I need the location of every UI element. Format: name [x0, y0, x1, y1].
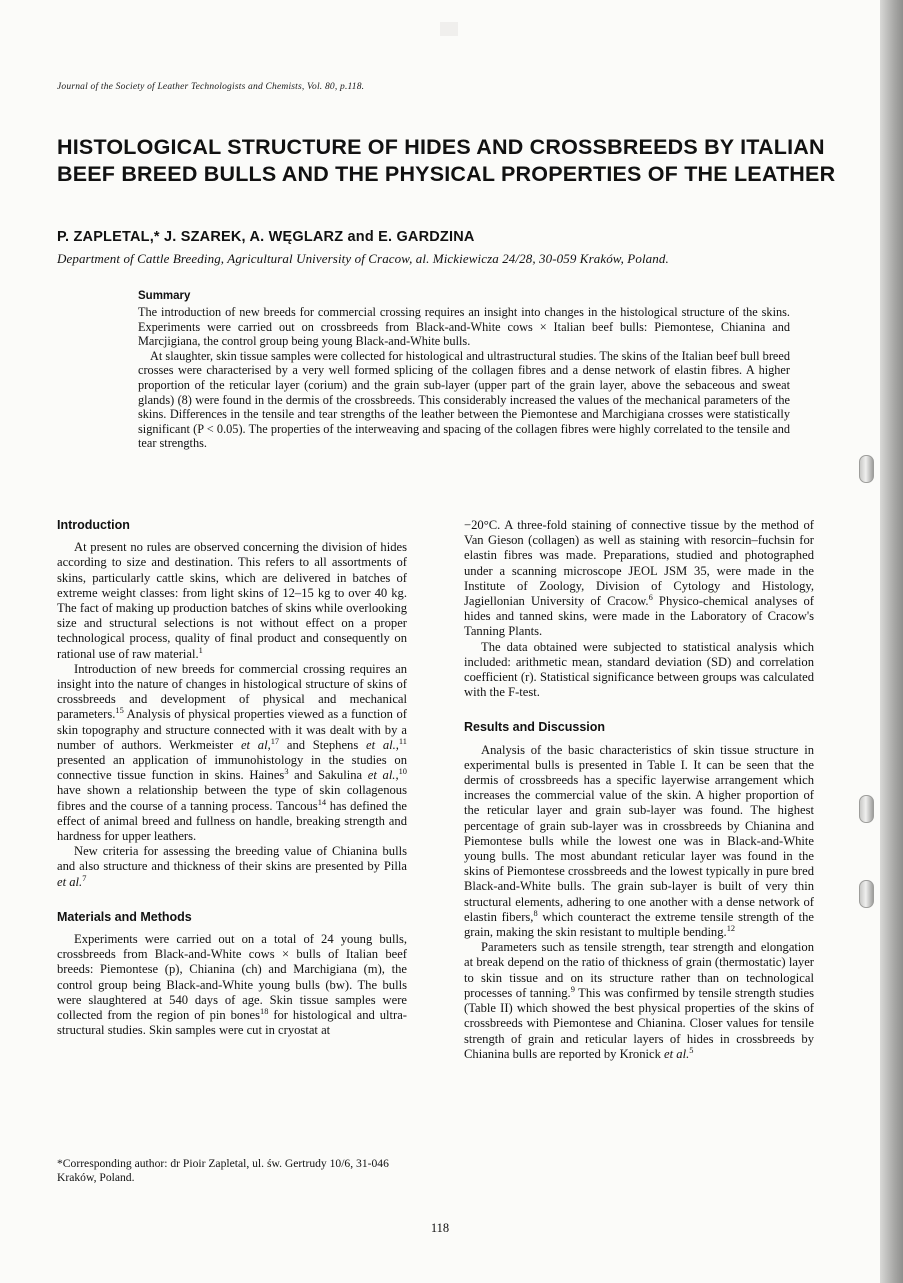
reference-marker: 5	[689, 1045, 694, 1055]
introduction-paragraph-2-text-d: presented an application of immunohistology in the studies on connective tissue function in skins. Haines	[57, 753, 407, 783]
binder-hole-icon	[859, 455, 874, 483]
materials-paragraph-2-text-b: Physico-chemical analyses of hides and tanned skins, were made in the Laboratory of Cracow's Tanning Plants.	[464, 594, 814, 639]
reference-marker: 7	[82, 873, 87, 883]
reference-marker: 18	[260, 1006, 269, 1016]
etal-italic: et al.	[57, 874, 83, 889]
affiliation-line: Department of Cattle Breeding, Agricultural University of Cracow, al. Mickiewicza 24/28, 30-059 Kraków, Poland.	[57, 251, 669, 266]
etal-italic: et al.,	[366, 737, 399, 752]
introduction-paragraph-2-text-e: and Sakulina	[288, 768, 368, 783]
authors-line: P. ZAPLETAL,* J. SZAREK, A. WĘGLARZ and E. GARDZINA	[57, 229, 475, 245]
materials-paragraph-2	[464, 518, 814, 640]
introduction-paragraph-2-text-a: Introduction of new breeds for commercial crossing requires an insight into the nature of changes in histological structure of skins of crossbreeds and development of physical and mechanical parameters.	[57, 661, 407, 722]
reference-marker: 6	[648, 592, 653, 602]
reference-marker: 3	[284, 767, 289, 777]
summary-paragraph-1: The introduction of new breeds for commercial crossing requires an insight into changes in the histological structure of the skins. Experiments were carried out on crossbreeds from Black-and-White cows × Italian beef bulls: Piemontese, Chianina and Marcjigiana, the control group being young Black-and-White bulls.	[138, 305, 790, 349]
etal-italic: et al,	[240, 737, 271, 752]
results-paragraph-2	[464, 940, 814, 1062]
column-right	[464, 518, 814, 1062]
introduction-paragraph-2-text-g: has defined the effect of animal breed and fullness on handle, breaking strength and hardness for upper leathers.	[57, 798, 407, 844]
results-paragraph-1-text-a: Analysis of the basic characteristics of skin tissue structure in experimental bulls is presented in Table I. It can be seen that the dermis of crossbreeds has a specific layerwise arrangement which increases the commercial value of the skin. A higher proportion of the reticular layer and grain sub-layer was found. The highest percentage of grain sub-layer was in crossbreeds by Chianina and Piemontese bulls while the lowest one was in Black-and-White young bulls. The most abundant reticular layer was found in the skins of Piemontese crossbreeds and the lowest typically in pure bred Black-and-White bulls. The grain sub-layer is built of very thin structural elements, adhering to one another with a dense network of elastin fibers,	[464, 742, 814, 924]
reference-marker: 12	[726, 923, 736, 933]
column-left	[57, 518, 407, 1039]
results-paragraph-1	[464, 743, 814, 941]
materials-paragraph-3: The data obtained were subjected to statistical analysis which included: arithmetic mean, standard deviation (SD) and correlation coefficient (r). Statistical significance between groups was calculated with the F-test.	[464, 639, 814, 700]
summary-heading: Summary	[138, 290, 191, 302]
corresponding-author-footnote	[57, 1152, 407, 1185]
materials-paragraph-2-text-a: −20°C. A three-fold staining of connective tissue by the method of Van Gieson (collagen) as well as staining with resorcin–fuchsin for elastin fibres was made. Preparations, studied and photographed under a scanning microscope JEOL JSM 35, were made in the Institute of Zoology, Division of Cytology and Histology, Jagiellonian University of Cracow.	[464, 518, 814, 609]
introduction-paragraph-2-text-b: Analysis of physical properties viewed as a function of skin topography and structure connected with it was dealt with by a number of authors. Werkmeister	[57, 707, 407, 752]
materials-paragraph-1-text-b: for histological and ultra-structural studies. Skin samples were cut in cryostat at	[57, 1008, 407, 1038]
scan-artifact	[440, 22, 458, 36]
results-paragraph-1-text-b: which counteract the extreme tensile strength of the grain, making the skin resistant to multiple bending.	[464, 909, 814, 940]
materials-heading: Materials and Methods	[57, 909, 192, 924]
summary-section	[138, 290, 790, 451]
journal-reference: Journal of the Society of Leather Technologists and Chemists, Vol. 80, p.118.	[57, 82, 365, 92]
reference-marker: 17	[270, 736, 280, 746]
materials-paragraph-1	[57, 932, 407, 1038]
introduction-paragraph-2-text-c: and Stephens	[279, 737, 366, 752]
introduction-paragraph-2-text-f: have shown a relationship between the type of skin collagenous fibres and the course of a tanning process. Tancous	[57, 783, 407, 813]
introduction-paragraph-3-text: New criteria for assessing the breeding value of Chianina bulls and also structure and thickness of their skins are presented by Pilla	[57, 844, 407, 874]
reference-marker: 11	[398, 736, 407, 746]
introduction-paragraph-1-text: At present no rules are observed concerning the division of hides according to size and destination. This refers to all assortments of skins, particularly cattle skins, which are delivered in batches of extreme weight classes: from light skins of 12–15 kg to over 40 kg. The fact of making up production batches of skins while overlooking size and structural selections is not without effect on a proper technological process, quality of final product and consequently on rational use of raw material.	[57, 540, 407, 661]
binder-hole-icon	[859, 795, 874, 823]
reference-marker: 9	[570, 984, 575, 994]
introduction-paragraph-1	[57, 540, 407, 662]
materials-paragraph-1-text-a: Experiments were carried out on a total of 24 young bulls, crossbreeds from Black-and-White cows × bulls of Italian beef breeds: Piemontese (p), Chianina (ch) and Marchigiana (m), the control group being Black-and-White young bulls (bw). The bulls were slaughtered at 540 days of age. Skin tissue samples were collected from the region of pin bones	[57, 932, 407, 1023]
footnote-text: *Corresponding author: dr Pioir Zapletal, ul. św. Gertrudy 10/6, 31-046 Kraków, Poland.	[57, 1157, 389, 1184]
results-paragraph-2-text-b: This was confirmed by tensile strength studies (Table II) which showed the best physical properties of the skins of crossbreeds with Piemontese and Chianina. Closer values for tensile strength of grain and reticular layers of hides in crossbreeds by Chianina bulls are reported by Kronick	[464, 985, 814, 1061]
reference-marker: 1	[198, 645, 203, 655]
reference-marker: 15	[115, 706, 124, 716]
page-edge-shadow	[880, 0, 903, 1283]
reference-marker: 8	[533, 908, 538, 918]
page-number: 118	[430, 1221, 450, 1235]
introduction-heading: Introduction	[57, 518, 130, 532]
summary-paragraph-2: At slaughter, skin tissue samples were collected for histological and ultrastructural studies. The skins of the Italian beef bull breed crosses were characterised by a very well formed splicing of the collagen fibres and a dense network of elastin fibres. A higher proportion of the reticular layer (corium) and the grain sub-layer (upper part of the grain layer, above the sebaceous and sweat glands) (8) were found in the dermis of the crossbreeds. This considerably increased the values of the mechanical parameters of the skins. Differences in the tensile and tear strengths of the leather between the Piemontese and Marchigiana crosses were statistically significant (P < 0.05). The properties of the interweaving and spacing of the collagen fibres were highly correlated to the tensile and tear strengths.	[138, 348, 790, 451]
reference-marker: 10	[398, 767, 407, 777]
etal-italic: et al.	[664, 1046, 690, 1061]
introduction-paragraph-3	[57, 844, 407, 890]
reference-marker: 14	[317, 797, 327, 807]
page-title: HISTOLOGICAL STRUCTURE OF HIDES AND CROSSBREEDS BY ITALIAN BEEF BREED BULLS AND THE PHYSICAL PROPERTIES OF THE LEATHER	[57, 135, 836, 187]
results-heading: Results and Discussion	[464, 720, 606, 735]
binder-hole-icon	[859, 880, 874, 908]
results-paragraph-2-text-a: Parameters such as tensile strength, tear strength and elongation at break depend on the ratio of thickness of grain (thermostatic) layer to skin tissue and on its structure rather than on technological processes of tanning.	[464, 940, 814, 1000]
introduction-paragraph-2	[57, 662, 407, 844]
etal-italic: et al.,	[367, 768, 399, 783]
